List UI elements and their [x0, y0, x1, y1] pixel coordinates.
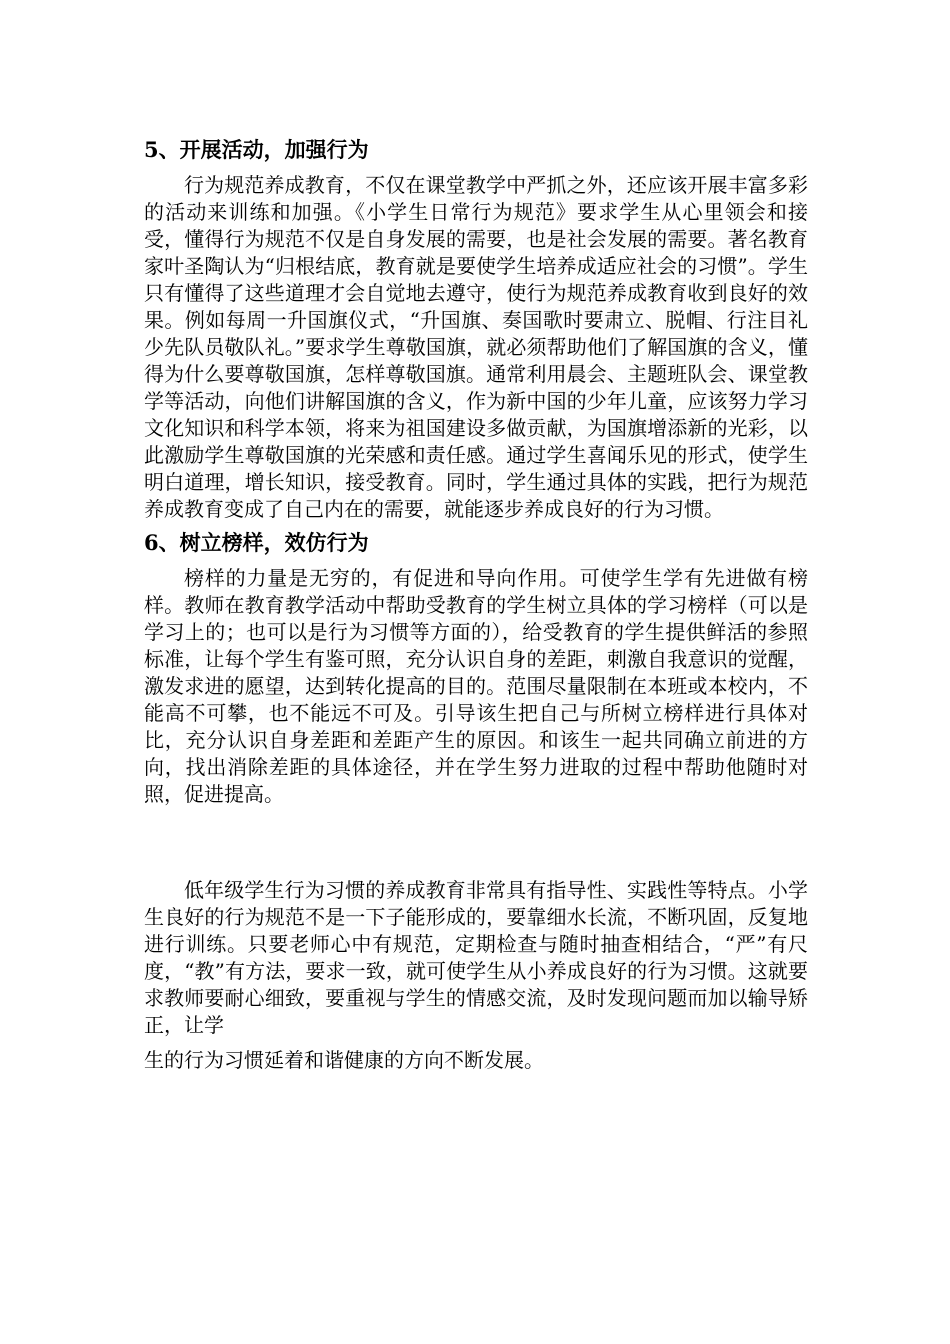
section-6-heading: 6、树立榜样，效仿行为: [144, 530, 369, 555]
summary-paragraph: 低年级学生行为习惯的养成教育非常具有指导性、实践性等特点。小学生良好的行为规范不是一下子能形成的，要靠细水长流，不断巩固，反复地进行训练。只要老师心中有规范，定期检查与随时抽查相结合，“严”有尺度，“教”有方法，要求一致，就可使学生从小养成良好的行为习惯。这就要求教师要耐心细致，要重视与学生的情感交流，及时发现问题而加以输导矫正，让学: [144, 878, 808, 1037]
section-6-paragraph: 榜样的力量是无穷的，有促进和导向作用。可使学生学有先进做有榜样。教师在教育教学活动中帮助受教育的学生树立具体的学习榜样（可以是学习上的；也可以是行为习惯等方面的），给受教育的学生提供鲜活的参照标准，让每个学生有鉴可照，充分认识自身的差距，刺激自我意识的觉醒，激发求进的愿望，达到转化提高的目的。范围尽量限制在本班或本校内，不能高不可攀，也不能远不可及。引导该生把自己与所树立榜样进行具体对比，充分认识自身差距和差距产生的原因。和该生一起共同确立前进的方向，找出消除差距的具体途径，并在学生努力进取的过程中帮助他随时对照，促进提高。: [144, 566, 808, 806]
document-body: [144, 134, 808, 1074]
summary-last-line: 生的行为习惯延着和谐健康的方向不断发展。: [144, 1048, 544, 1072]
section-5-paragraph: 行为规范养成教育，不仅在课堂教学中严抓之外，还应该开展丰富多彩的活动来训练和加强。《小学生日常行为规范》要求学生从心里领会和接受，懂得行为规范不仅是自身发展的需要，也是社会发展的需要。著名教育家叶圣陶认为“归根结底，教育就是要使学生培养成适应社会的习惯”。学生只有懂得了这些道理才会自觉地去遵守，使行为规范养成教育收到良好的效果。例如每周一升国旗仪式，“升国旗、奏国歌时要肃立、脱帽、行注目礼少先队员敬队礼。”要求学生尊敬国旗，就必须帮助他们了解国旗的含义，懂得为什么要尊敬国旗，怎样尊敬国旗。通常利用晨会、主题班队会、课堂教学等活动，向他们讲解国旗的含义，作为新中国的少年儿童，应该努力学习文化知识和科学本领，将来为祖国建设多做贡献，为国旗增添新的光彩，以此激励学生尊敬国旗的光荣感和责任感。通过学生喜闻乐见的形式，使学生明白道理，增长知识，接受教育。同时，学生通过具体的实践，把行为规范养成教育变成了自己内在的需要，就能逐步养成良好的行为习惯。: [144, 173, 808, 521]
section-5-heading: 5、开展活动，加强行为: [144, 137, 369, 162]
